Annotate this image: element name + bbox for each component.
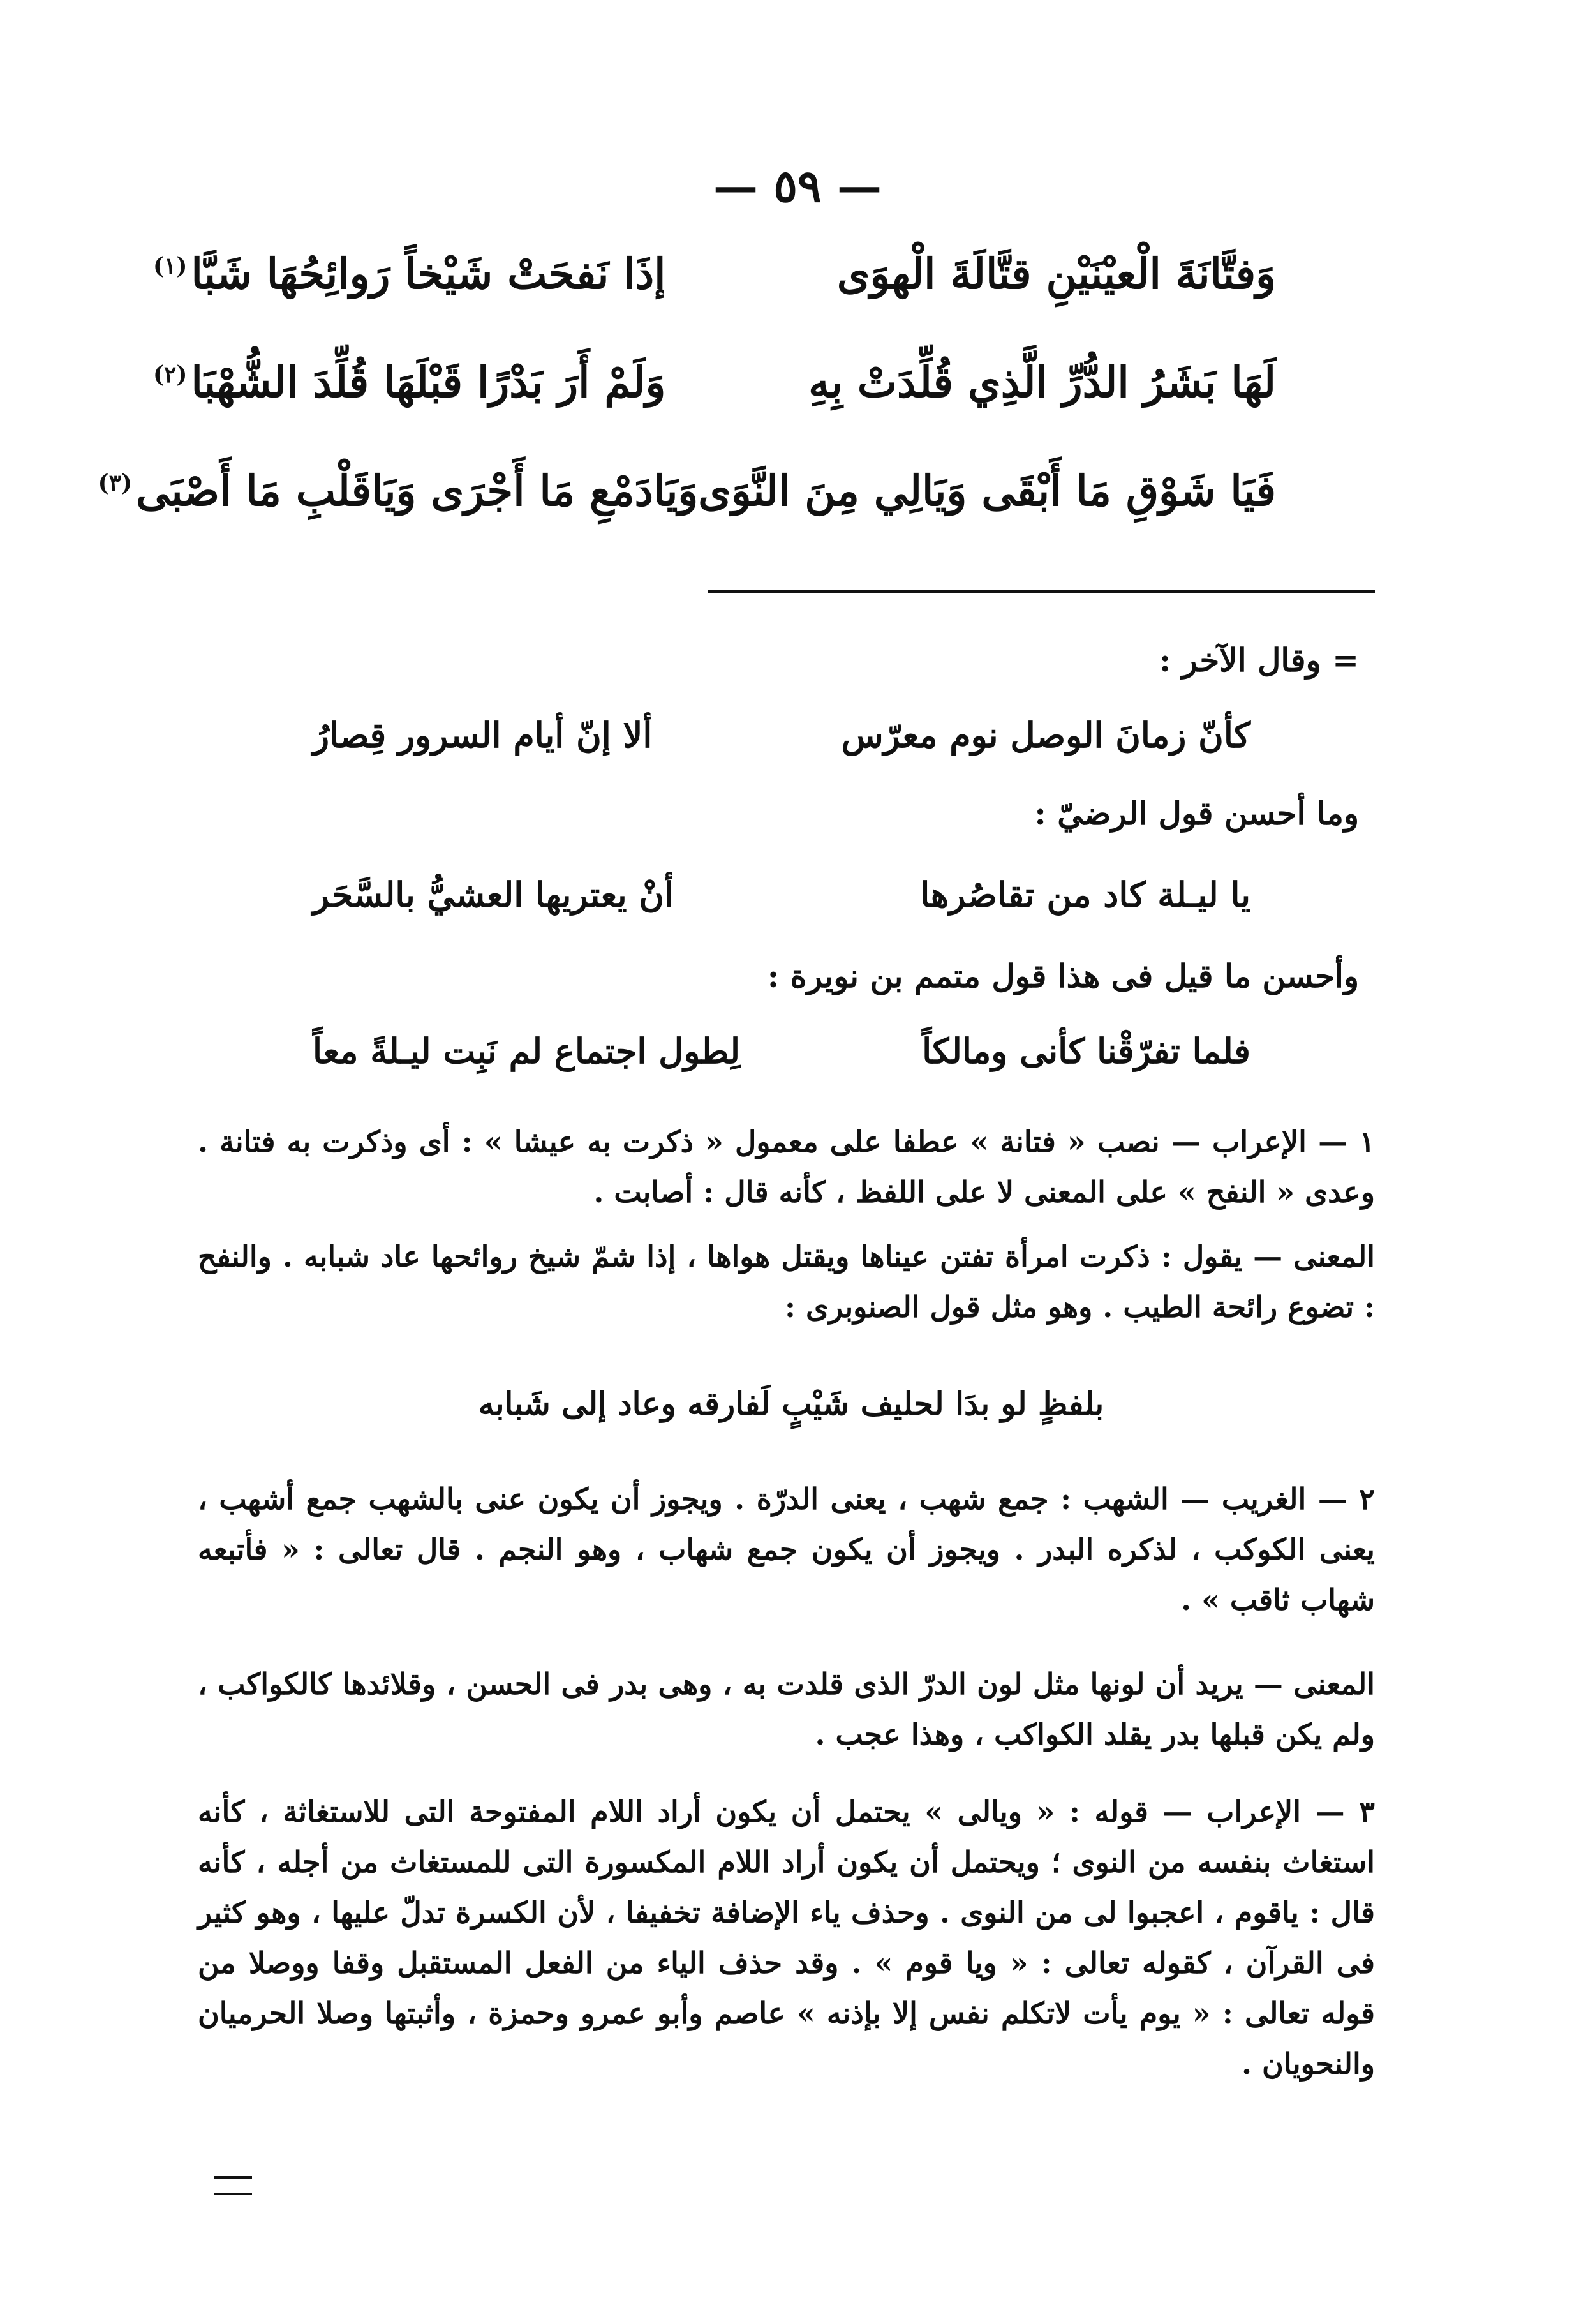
verse-hemistich-right: وَفتَّانَةَ الْعيْنَيْنِ قتَّالَةَ الْهوَى [836,249,1276,299]
quoted-verse-4 [396,1385,1187,1422]
note-text: ٣ — الإعراب — قوله : « ويالى » يحتمل أن يكون أراد اللام المفتوحة التى للاستغاثة ، كأنه استغاث بنفسه من النوى ؛ ويحتمل أن يكون أراد اللام المكسورة التى للمستغاث من أجله ، كأنه قال : ياقوم ، اعجبوا لى من النوى . وحذف ياء الإضافة تخفيفا ، لأن الكسرة تدلّ عليها ، وهو كثير فى القرآن ، كقوله تعالى : « ويا قوم » . وقد حذف الياء من الفعل المستقبل وقفا ووصلا من قوله تعالى : « يوم يأت لاتكلم نفس إلا بإذنه » عاصم وأبو عمرو وحمزة ، وأثبتها وصلا الحرميان والنحويان . [198,1794,1375,2081]
note-2-vocabulary [198,1474,1375,1625]
verse-hemistich-left: وَلَمْ أَرَ بَدْرًا قَبْلَهَا قُلِّدَ الشُّهْبَا$^{(٢)}$ [153,357,666,407]
quoted-verse-2 [313,874,1250,915]
footnote-marker: (٢) [153,361,188,388]
note-text: ٢ — الغريب — الشهب : جمع شهب ، يعنى الدرّة . ويجوز أن يكون عنى بالشهب جمع أشهب ، يعنى الكوكب ، لذكره البدر . ويجوز أن يكون جمع شهاب ، وهو النجم . قال تعالى : « فأتبعه شهاب ثاقب » . [198,1482,1375,1617]
verse-hemistich-right: فلما تفرّقْنا كأنى ومالكاً [922,1031,1250,1071]
verse-hemistich-left: وَيَادَمْعِ مَا أَجْرَى وَيَاقَلْبِ مَا أَصْبَى$^{(٣)}$ [98,466,699,516]
note-text: المعنى — يريد أن لونها مثل لون الدرّ الذى قلدت به ، وهى بدر فى الحسن ، وقلائدها كالكواكب ، ولم يكن قبلها بدر يقلد الكواكب ، وهذا عجب . [198,1667,1375,1752]
verse-hemistich-right: يا ليـلة كاد من تقاصُرها [920,874,1250,915]
verse-hemistich-left: لِطول اجتماع لم نَبِت ليـلةً معاً [313,1031,741,1071]
footnote-marker: (٣) [98,470,133,496]
continuation-mark [214,2176,252,2195]
intro-line-2: وما أحسن قول الرضيّ : [1034,794,1359,832]
note-3-grammar [198,1787,1375,2089]
note-2-meaning [198,1659,1375,1760]
verse-hemistich-right: لَهَا بَشَرُ الدُّرِّ الَّذِي قُلِّدَتْ بِهِ [808,357,1276,407]
page-number: — ٥٩ — [713,160,882,212]
poem-verse-3 [98,466,1276,516]
verse-hemistich-right: فَيَا شَوْقِ مَا أَبْقَى وَيَالِي مِنَ النَّوَى [698,466,1276,516]
note-1-grammar [198,1117,1375,1218]
poem-verse-2 [153,357,1276,407]
intro-line-1: = وقال الآخر : [1159,641,1359,679]
verse-hemistich-left: إذَا نَفحَتْ شَيْخاً رَوائِحُهَا شَبَّا$^{(١)}$ [153,249,666,299]
quoted-verse-1 [313,715,1250,756]
intro-line-3: وأحسن ما قيل فى هذا قول متمم بن نويرة : [767,957,1359,995]
note-text: ١ — الإعراب — نصب « فتانة » عطفا على معمول « ذكرت به عيشا » : أى وذكرت به فتانة . وعدى « النفح » على المعنى لا على اللفظ ، كأنه قال : أصابت . [198,1124,1375,1209]
quoted-verse-3 [313,1031,1250,1071]
verse-hemistich-left: ألا إنّ أيام السرور قِصارُ [313,715,653,756]
verse-line: بلفظٍ لو بدَا لحليف شَيْبٍ لَفارقه وعاد إلى شَبابه [478,1385,1104,1422]
note-1-meaning [198,1232,1375,1332]
separator-rule [708,590,1375,593]
poem-verse-1 [153,249,1276,299]
verse-hemistich-left: أنْ يعتريها العشيُّ بالسَّحَر [313,874,674,915]
footnote-marker: (١) [153,253,188,279]
verse-hemistich-right: كأنّ زمانَ الوصل نوم معرّس [841,715,1250,756]
note-text: المعنى — يقول : ذكرت امرأة تفتن عيناها ويقتل هواها ، إذا شمّ شيخ روائحها عاد شبابه . والنفح : تضوع رائحة الطيب . وهو مثل قول الصنوبرى : [198,1239,1375,1324]
